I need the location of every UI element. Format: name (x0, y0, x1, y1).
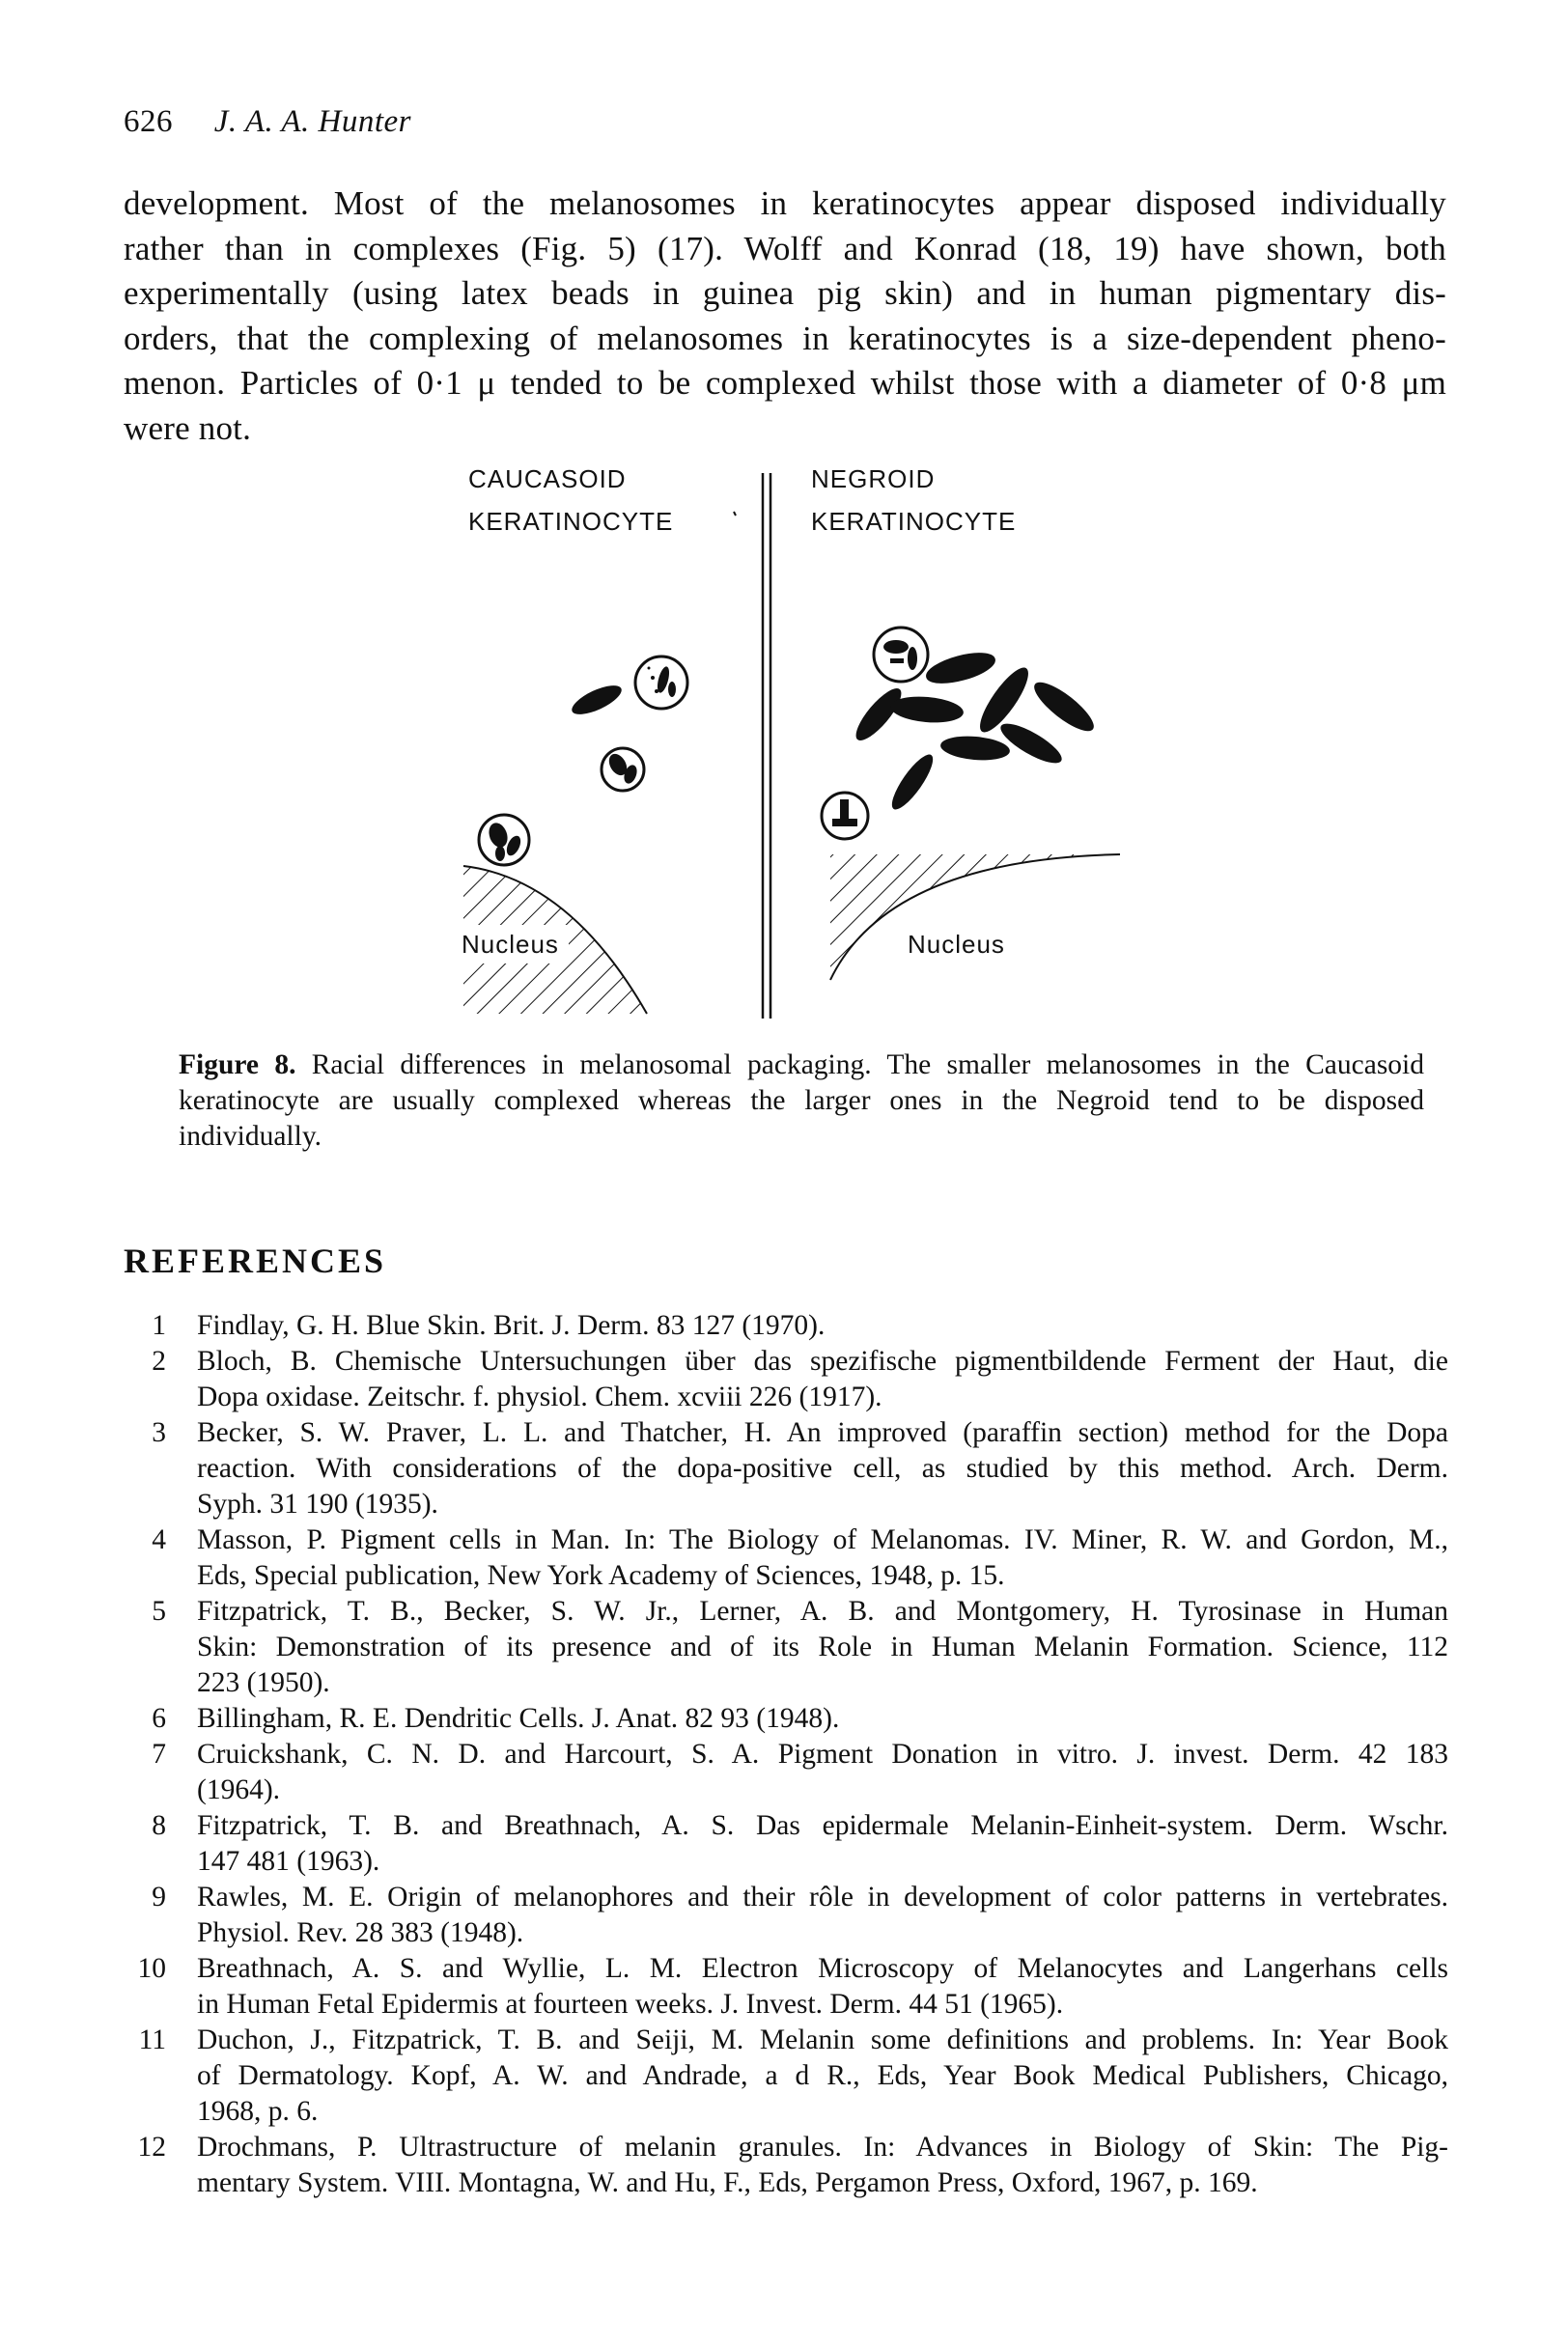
running-author: J. A. A. Hunter (213, 104, 412, 139)
reference-line: reaction. With considerations of the dopa-positive cell, as studied by this method. Arch. Derm. (197, 1453, 1448, 1484)
caption-line: individually. (179, 1121, 322, 1152)
reference-line: Drochmans, P. Ultrastructure of melanin granules. In: Advances in Biology of Skin: The Pig- (197, 2132, 1448, 2163)
reference-number: 8 (152, 1810, 166, 1841)
reference-line: Billingham, R. E. Dendritic Cells. J. Anat. 82 93 (1948). (197, 1703, 840, 1734)
reference-line: Fitzpatrick, T. B., Becker, S. W. Jr., Lerner, A. B. and Montgomery, H. Tyrosinase in Human (197, 1596, 1448, 1627)
figure-8 (425, 454, 1159, 1033)
reference-item (116, 1522, 1448, 1594)
caption-line (179, 1047, 1424, 1083)
body-line: development. Most of the melanosomes in keratinocytes appear disposed individually (124, 184, 1446, 222)
body-paragraph (124, 181, 1446, 451)
reference-number: 1 (152, 1310, 166, 1341)
reference-item (116, 1308, 1448, 1344)
reference-number: 9 (152, 1882, 166, 1912)
caption-label: Figure 8. (179, 1049, 296, 1080)
caucasoid-melanosome-complex (635, 656, 687, 709)
reference-line: mentary System. VIII. Montagna, W. and Hu, F., Eds, Pergamon Press, Oxford, 1967, p. 169. (197, 2167, 1258, 2198)
reference-number: 3 (152, 1417, 166, 1448)
reference-number: 2 (152, 1346, 166, 1377)
caption-line: keratinocyte are usually complexed whereas the larger ones in the Negroid tend to be disposed (179, 1085, 1424, 1116)
reference-number: 7 (152, 1739, 166, 1770)
reference-line: Findlay, G. H. Blue Skin. Brit. J. Derm. 83 127 (1970). (197, 1310, 826, 1341)
body-line: rather than in complexes (Fig. 5) (17). Wolff and Konrad (18, 19) have shown, both (124, 229, 1446, 267)
reference-line: Fitzpatrick, T. B. and Breathnach, A. S. Das epidermale Melanin-Einheit-system. Derm. Wschr. (197, 1810, 1448, 1841)
reference-line: Rawles, M. E. Origin of melanophores and their rôle in development of color patterns in vertebrates. (197, 1882, 1448, 1912)
reference-line: 223 (1950). (197, 1667, 330, 1698)
reference-line: Skin: Demonstration of its presence and of its Role in Human Melanin Formation. Science, 112 (197, 1632, 1448, 1662)
caucasoid-nucleus-label: Nucleus (462, 930, 559, 959)
reference-number: 6 (152, 1703, 166, 1734)
page-number: 626 (124, 104, 173, 139)
reference-line: Bloch, B. Chemische Untersuchungen über das spezifische pigmentbildende Ferment der Haut, die (197, 1346, 1448, 1377)
reference-item (116, 1737, 1448, 1808)
caucasoid-melanosome-complex (479, 815, 529, 865)
figure-caption (179, 1047, 1424, 1155)
reference-item (116, 1808, 1448, 1880)
negroid-title-line-1: NEGROID (811, 464, 936, 493)
reference-line: Becker, S. W. Praver, L. L. and Thatcher, H. An improved (paraffin section) method for the Dopa (197, 1417, 1448, 1448)
reference-line: 1968, p. 6. (197, 2096, 319, 2127)
negroid-title (811, 458, 1016, 543)
references-heading: REFERENCES (124, 1242, 387, 1280)
reference-item (116, 1594, 1448, 1701)
negroid-title-line-2: KERATINOCYTE (811, 507, 1017, 536)
reference-line: Masson, P. Pigment cells in Man. In: The Biology of Melanomas. IV. Miner, R. W. and Gordon, M., (197, 1524, 1448, 1555)
reference-line: Physiol. Rev. 28 383 (1948). (197, 1917, 524, 1948)
caucasoid-title (468, 458, 673, 543)
reference-item (116, 2023, 1448, 2130)
reference-item (116, 1951, 1448, 2023)
caucasoid-title-line-2: KERATINOCYTE (468, 507, 674, 536)
reference-item (116, 1344, 1448, 1415)
caption-line-text: Racial differences in melanosomal packaging. The smaller melanosomes in the Caucasoid (311, 1049, 1424, 1080)
body-line: orders, that the complexing of melanosomes in keratinocytes is a size-dependent pheno- (124, 319, 1446, 357)
reference-item (116, 1880, 1448, 1951)
body-line: menon. Particles of 0·1 μ tended to be complexed whilst those with a diameter of 0·8 μm (124, 364, 1446, 402)
reference-number: 5 (152, 1596, 166, 1627)
caucasoid-title-line-1: CAUCASOID (468, 464, 627, 493)
reference-number: 10 (137, 1953, 166, 1984)
reference-line: in Human Fetal Epidermis at fourteen weeks. J. Invest. Derm. 44 51 (1965). (197, 1989, 1064, 2020)
reference-line: Dopa oxidase. Zeitschr. f. physiol. Chem. xcviii 226 (1917). (197, 1382, 882, 1412)
reference-item (116, 1415, 1448, 1522)
reference-line: Eds, Special publication, New York Academy of Sciences, 1948, p. 15. (197, 1560, 1005, 1591)
negroid-melanosome-complex (874, 628, 928, 682)
references-list (116, 1308, 1448, 2201)
reference-line: Cruickshank, C. N. D. and Harcourt, S. A. Pigment Donation in vitro. J. invest. Derm. 42 183 (197, 1739, 1448, 1770)
running-head (124, 104, 411, 140)
reference-line: Duchon, J., Fitzpatrick, T. B. and Seiji, M. Melanin some definitions and problems. In: Year Book (197, 2024, 1448, 2055)
body-line: experimentally (using latex beads in guinea pig skin) and in human pigmentary dis- (124, 274, 1446, 312)
body-line: were not. (124, 408, 252, 447)
reference-line: (1964). (197, 1774, 281, 1805)
reference-line: of Dermatology. Kopf, A. W. and Andrade, a d R., Eds, Year Book Medical Publishers, Chicago, (197, 2060, 1448, 2091)
caucasoid-melanosome (568, 680, 625, 720)
reference-number: 4 (152, 1524, 166, 1555)
negroid-melanosome-complex (822, 793, 868, 839)
reference-line: Syph. 31 190 (1935). (197, 1489, 438, 1520)
tick-mark (734, 512, 736, 516)
reference-line: 147 481 (1963). (197, 1846, 380, 1877)
reference-item (116, 1701, 1448, 1737)
reference-line: Breathnach, A. S. and Wyllie, L. M. Electron Microscopy of Melanocytes and Langerhans cells (197, 1953, 1448, 1984)
caucasoid-melanosome-complex (602, 748, 644, 791)
reference-number: 11 (138, 2024, 166, 2055)
negroid-nucleus-label: Nucleus (908, 930, 1005, 959)
reference-number: 12 (137, 2132, 166, 2163)
reference-item (116, 2130, 1448, 2201)
